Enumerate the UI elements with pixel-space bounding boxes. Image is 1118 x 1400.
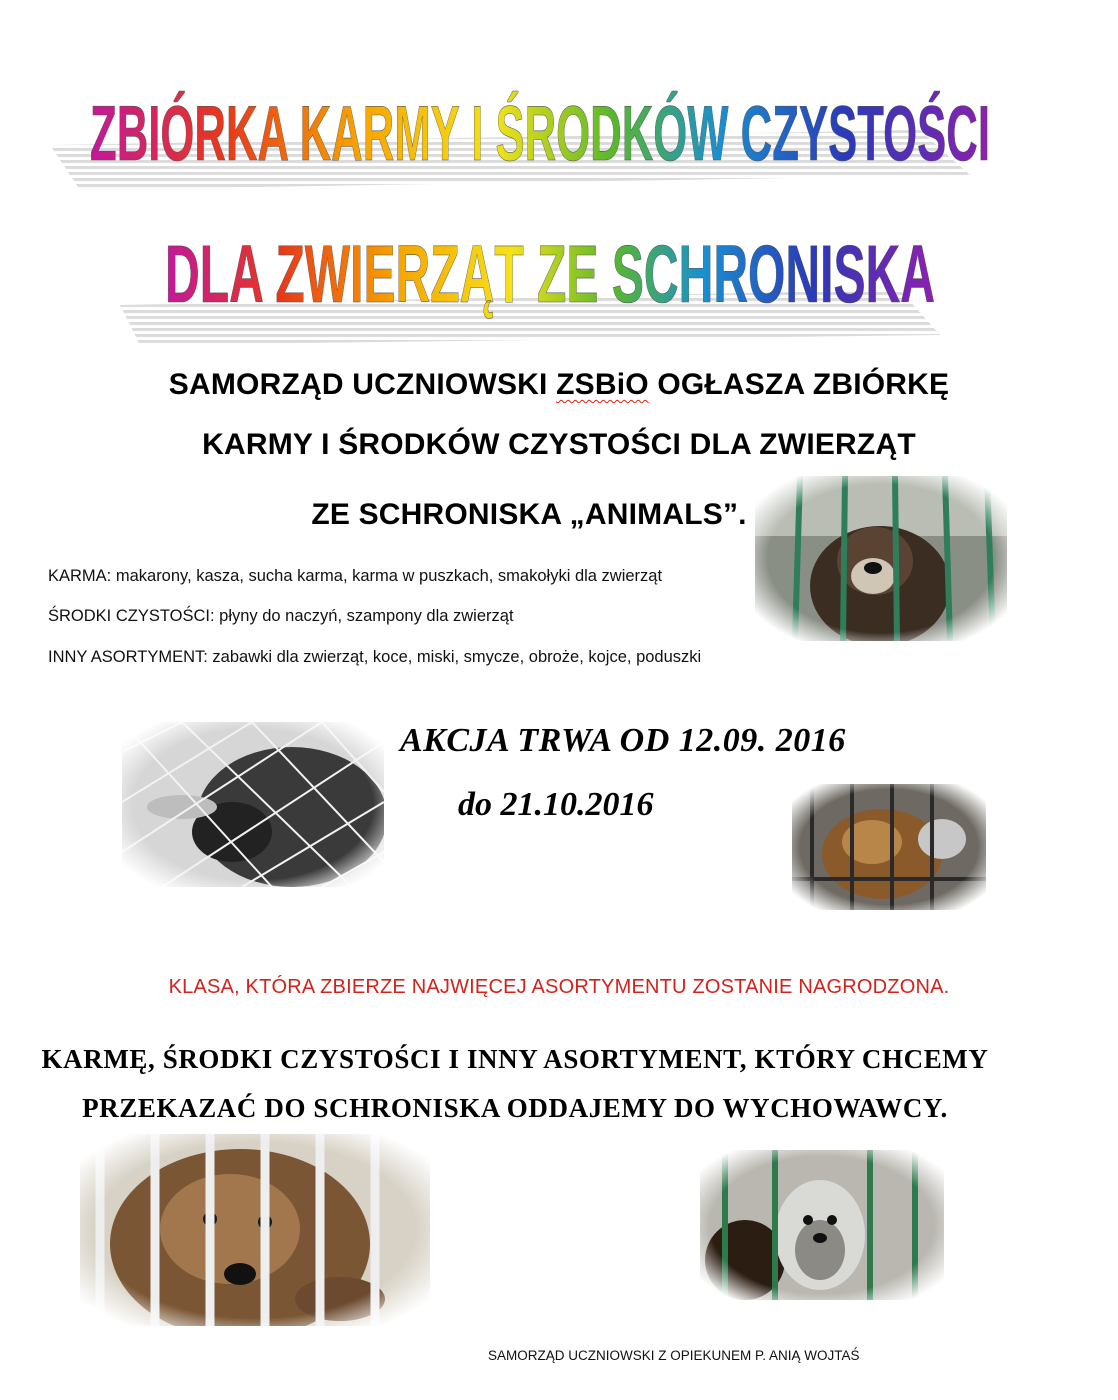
puppy-behind-bars-photo (80, 1134, 430, 1326)
items-food: KARMA: makarony, kasza, sucha karma, karma w puszkach, smakołyki dla zwierząt (48, 567, 663, 585)
items-other: INNY ASORTYMENT: zabawki dla zwierząt, koce, miski, smycze, obroże, kojce, poduszki (48, 648, 702, 666)
headline (40, 40, 1040, 360)
items-cleaning: ŚRODKI CZYSTOŚCI: płyny do naczyń, szampony dla zwierząt (48, 607, 514, 625)
intro-line-3: ZE SCHRONISKA „ANIMALS”. (311, 498, 747, 531)
school-name: ZSBiO (556, 368, 649, 401)
dog-behind-fence-bw-photo (122, 722, 384, 887)
intro-line-2: KARMY I ŚRODKÓW CZYSTOŚCI DLA ZWIERZĄT (202, 428, 916, 461)
dog-drinking-from-bowl-photo (792, 784, 986, 910)
handover-line-1: KARMĘ, ŚRODKI CZYSTOŚCI I INNY ASORTYMENT, KTÓRY CHCEMY (41, 1044, 989, 1074)
period-to: do 21.10.2016 (458, 786, 654, 823)
headline-line1: ZBIÓRKA KARMY I ŚRODKÓW CZYSTOŚCI (90, 89, 991, 177)
dog-behind-green-bars-photo (755, 476, 1007, 641)
terrier-behind-green-bars-photo (700, 1150, 944, 1300)
handover-line-2: PRZEKAZAĆ DO SCHRONISKA ODDAJEMY DO WYCHOWAWCY. (82, 1093, 948, 1123)
period-from: AKCJA TRWA OD 12.09. 2016 (400, 722, 846, 759)
headline-line2: DLA ZWIERZĄT ZE SCHRONISKA (165, 229, 935, 320)
signature: SAMORZĄD UCZNIOWSKI Z OPIEKUNEM P. ANIĄ WOJTAŚ (488, 1348, 860, 1363)
intro-line-1: SAMORZĄD UCZNIOWSKI ZSBiO OGŁASZA ZBIÓRKĘ (168, 368, 950, 401)
prize-note: KLASA, KTÓRA ZBIERZE NAJWIĘCEJ ASORTYMENTU ZOSTANIE NAGRODZONA. (168, 976, 950, 998)
